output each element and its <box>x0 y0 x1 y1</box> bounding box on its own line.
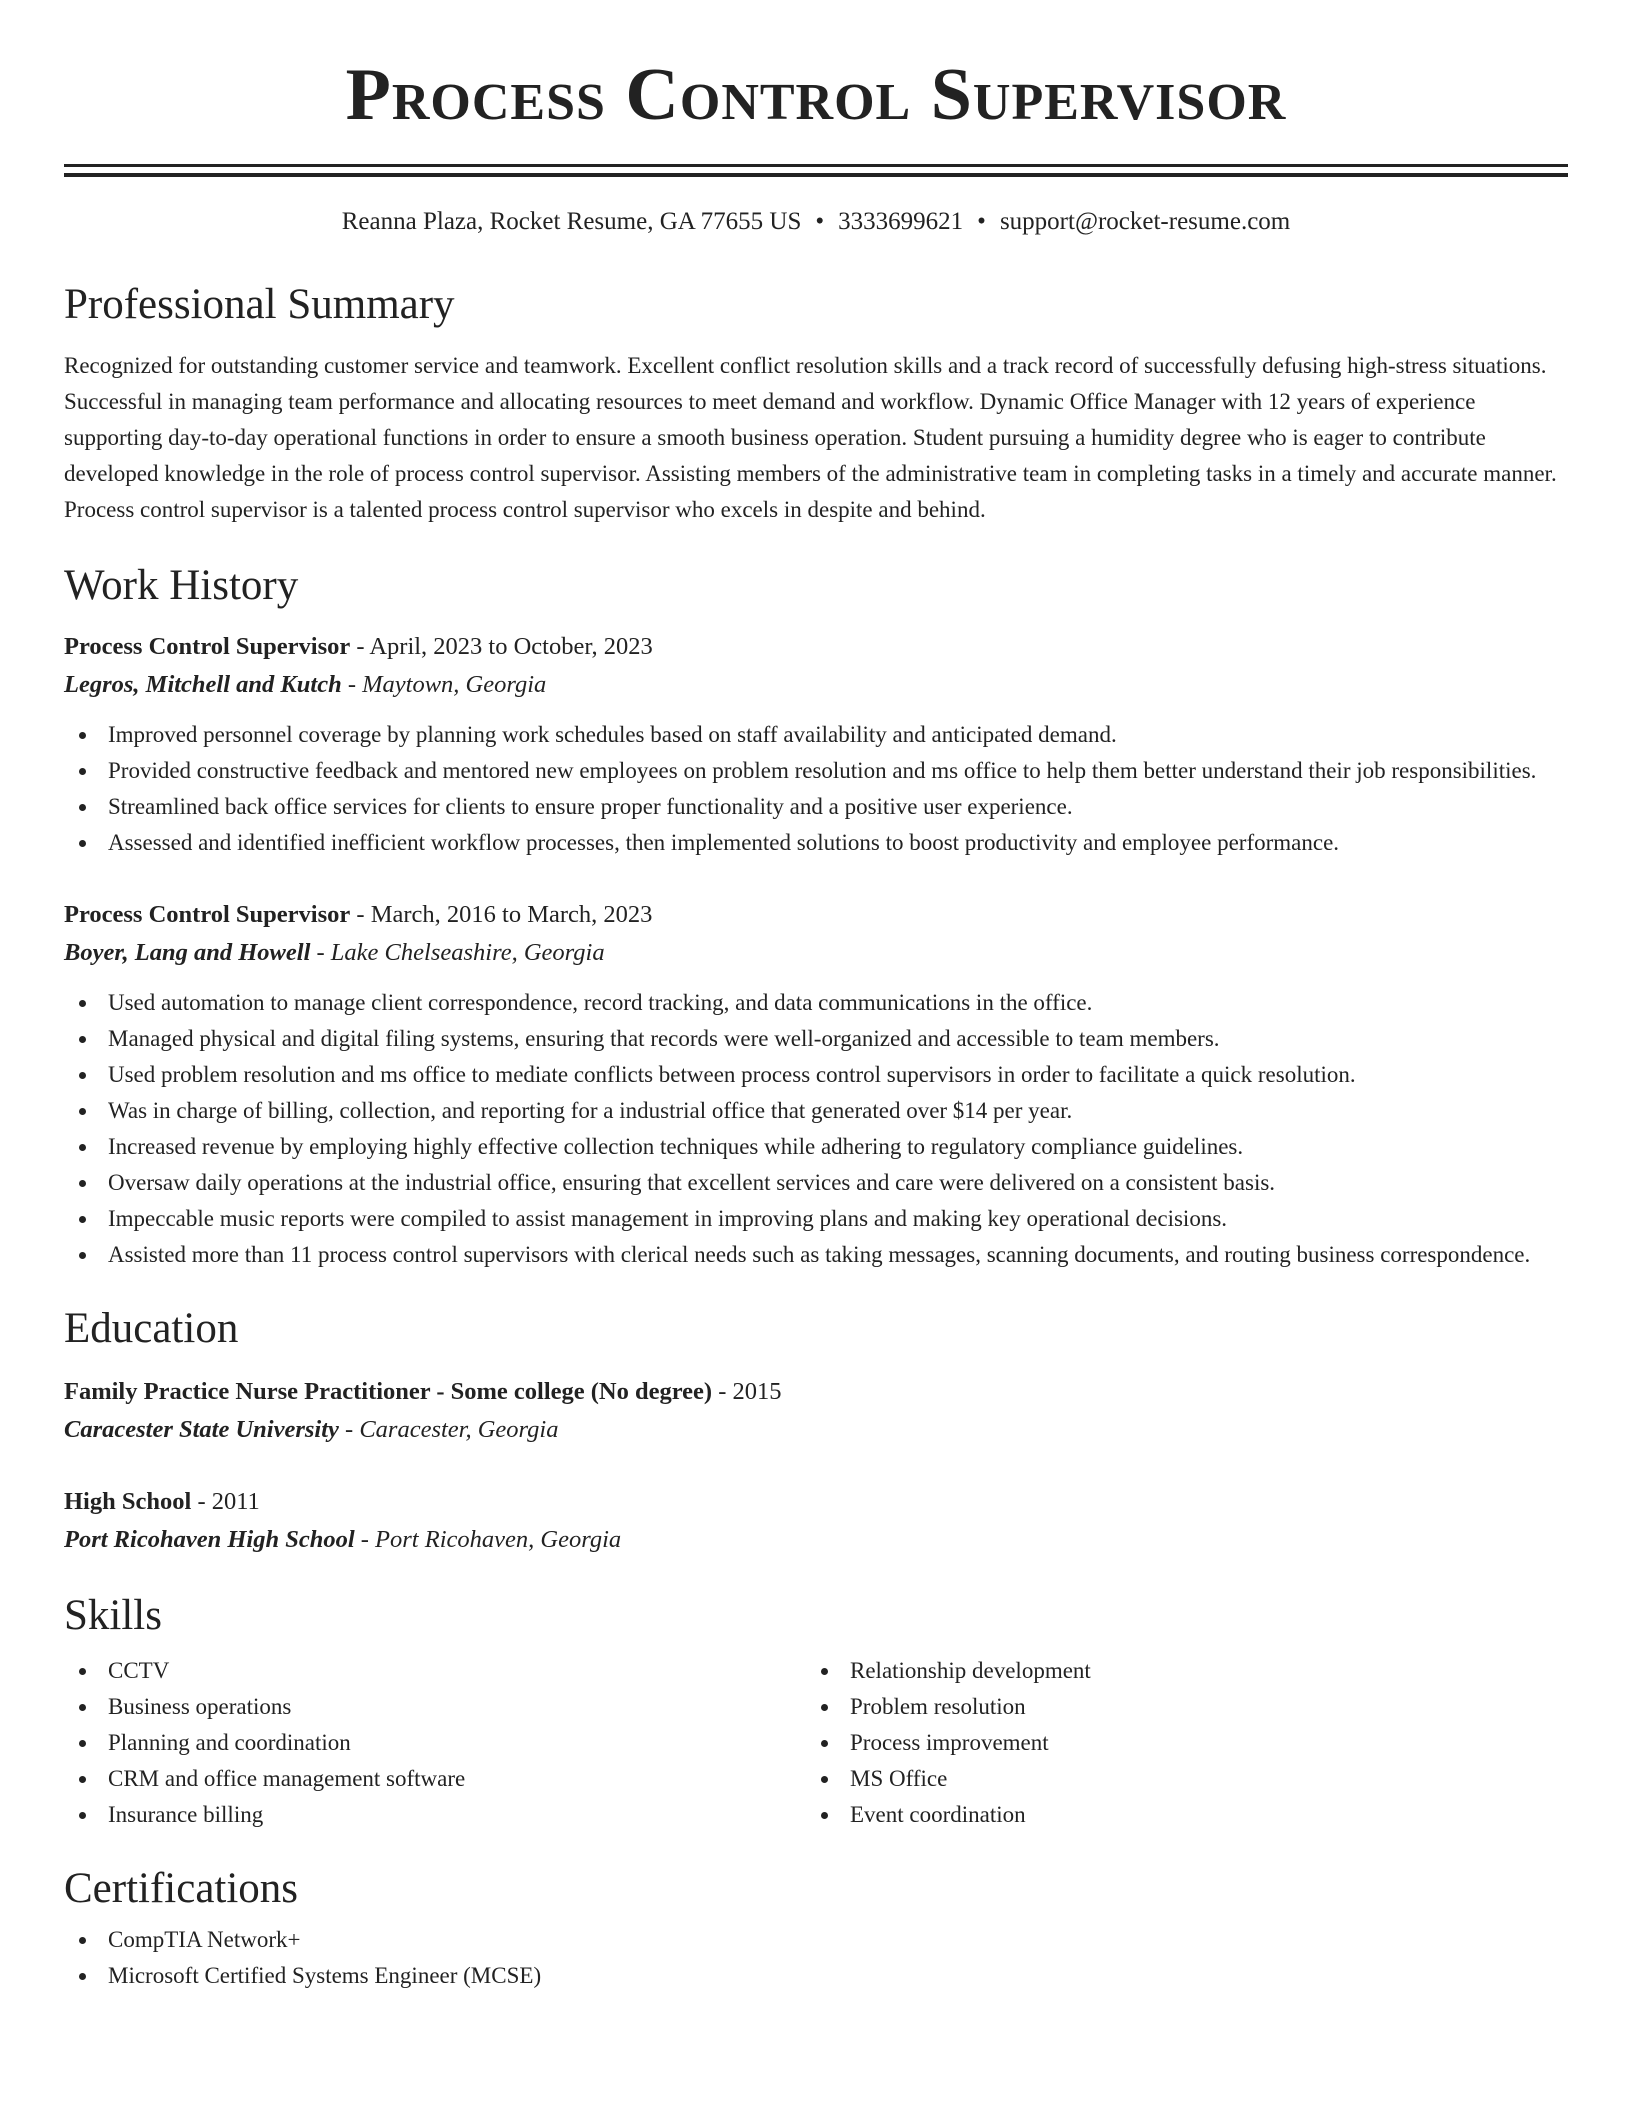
list-item <box>64 1021 1568 1057</box>
bullet-text: Impeccable music reports were compiled to assist management in improving plans and making key operational decisions. <box>108 1206 1228 1231</box>
education-entry <box>64 1484 1568 1560</box>
section-title-summary: Professional Summary <box>64 281 455 328</box>
section-title-work: Work History <box>64 562 299 609</box>
job-bullets <box>64 717 1568 861</box>
education-year: - 2015 <box>712 1378 782 1405</box>
bullet-icon <box>79 1108 86 1115</box>
bullet-text: Streamlined back office services for clients to ensure proper functionality and a positive user experience. <box>108 794 1073 819</box>
education-header <box>64 1374 1568 1410</box>
education-location: - Caracester, Georgia <box>338 1416 559 1443</box>
list-item <box>64 1093 1568 1129</box>
certifications-list <box>64 1922 1568 1994</box>
skills-grid <box>64 1653 1568 1833</box>
bullet-text: Assisted more than 11 process control supervisors with clerical needs such as taking messages, scanning documents, and routing business correspondence. <box>108 1242 1531 1267</box>
job-header <box>64 897 1568 933</box>
bullet-icon <box>79 1072 86 1079</box>
job-company-line <box>64 665 1568 705</box>
list-item <box>64 1725 806 1761</box>
contact-line <box>64 207 1568 237</box>
bullet-text: Managed physical and digital filing systems, ensuring that records were well-organized and accessible to team members. <box>108 1026 1220 1051</box>
education-header <box>64 1484 1568 1520</box>
skill-text: CRM and office management software <box>108 1766 466 1791</box>
certification-text: Microsoft Certified Systems Engineer (MCSE) <box>108 1963 542 1988</box>
bullet-icon <box>79 804 86 811</box>
skill-text: Relationship development <box>850 1658 1091 1683</box>
list-item <box>64 1057 1568 1093</box>
list-item <box>64 1165 1568 1201</box>
section-title-education: Education <box>64 1305 239 1352</box>
list-item <box>806 1761 1548 1797</box>
job-location: - Maytown, Georgia <box>341 671 547 698</box>
bullet-icon <box>79 1216 86 1223</box>
education-entry <box>64 1374 1568 1450</box>
bullet-icon <box>79 1973 86 1980</box>
job-company: Legros, Mitchell and Kutch <box>64 671 342 698</box>
education-year: - 2011 <box>191 1488 260 1515</box>
job-header <box>64 629 1568 665</box>
education-school: Caracester State University <box>64 1416 339 1443</box>
bullet-icon <box>821 1812 828 1819</box>
bullet-icon <box>821 1740 828 1747</box>
job-company-line <box>64 933 1568 973</box>
bullet-text: Oversaw daily operations at the industrial office, ensuring that excellent services and care were delivered on a consistent basis. <box>108 1170 1276 1195</box>
bullet-icon <box>79 768 86 775</box>
skills-column-right <box>806 1653 1548 1833</box>
contact-phone: 3333699621 <box>838 208 964 235</box>
resume-page <box>64 0 1568 1994</box>
bullet-text: Increased revenue by employing highly effective collection techniques while adhering to regulatory compliance guidelines. <box>108 1134 1244 1159</box>
skills-column-left <box>64 1653 806 1833</box>
bullet-icon <box>79 840 86 847</box>
list-item <box>64 1797 806 1833</box>
bullet-icon <box>79 1668 86 1675</box>
contact-separator: • <box>977 208 986 235</box>
bullet-icon <box>79 1812 86 1819</box>
list-item <box>64 1201 1568 1237</box>
skill-text: Planning and coordination <box>108 1730 351 1755</box>
list-item <box>806 1689 1548 1725</box>
list-item <box>64 1922 1568 1958</box>
resume-title: Process Control Supervisor <box>345 54 1287 136</box>
bullet-icon <box>821 1704 828 1711</box>
bullet-icon <box>79 1180 86 1187</box>
skill-text: Event coordination <box>850 1802 1026 1827</box>
bullet-text: Was in charge of billing, collection, and reporting for a industrial office that generated over $14 per year. <box>108 1098 1073 1123</box>
bullet-icon <box>79 1740 86 1747</box>
list-item <box>64 1761 806 1797</box>
job-bullets <box>64 985 1568 1273</box>
bullet-text: Used problem resolution and ms office to mediate conflicts between process control supervisors in order to facilitate a quick resolution. <box>108 1062 1356 1087</box>
skill-text: Problem resolution <box>850 1694 1026 1719</box>
education-degree: Family Practice Nurse Practitioner - Some college (No degree) <box>64 1378 713 1405</box>
list-item <box>64 789 1568 825</box>
list-item <box>806 1653 1548 1689</box>
title-divider <box>64 164 1568 177</box>
section-title-skills: Skills <box>64 1592 162 1639</box>
bullet-icon <box>79 1252 86 1259</box>
summary-text: Recognized for outstanding customer service and teamwork. Excellent conflict resolution skills and a track record of successfully defusing high-stress situations. Successful in managing team performance and allocating resources to meet demand and workflow. Dynamic Office Manager with 12 years of experience supporting day-to-day operational functions in order to ensure a smooth business operation. Student pursuing a humidity degree who is eager to contribute developed knowledge in the role of process control supervisor. Assisting members of the administrative team in completing tasks in a timely and accurate manner. Process control supervisor is a talented process control supervisor who excels in despite and behind. <box>64 353 1557 522</box>
job-entry <box>64 629 1568 861</box>
skill-text: Business operations <box>108 1694 292 1719</box>
section-title-certifications: Certifications <box>64 1865 299 1912</box>
job-dates: - April, 2023 to October, 2023 <box>350 633 653 660</box>
education-location: - Port Ricohaven, Georgia <box>354 1526 622 1553</box>
skill-text: MS Office <box>850 1766 948 1791</box>
list-item <box>64 1958 1568 1994</box>
skill-text: Process improvement <box>850 1730 1049 1755</box>
bullet-text: Assessed and identified inefficient workflow processes, then implemented solutions to boost productivity and employee performance. <box>108 830 1340 855</box>
job-entry <box>64 897 1568 1273</box>
list-item <box>64 717 1568 753</box>
education-school-line <box>64 1410 1568 1450</box>
bullet-text: Provided constructive feedback and mentored new employees on problem resolution and ms office to help them better understand their job responsibilities. <box>108 758 1537 783</box>
bullet-icon <box>79 1937 86 1944</box>
bullet-text: Used automation to manage client correspondence, record tracking, and data communications in the office. <box>108 990 1093 1015</box>
bullet-icon <box>79 1776 86 1783</box>
bullet-icon <box>821 1776 828 1783</box>
skill-text: Insurance billing <box>108 1802 264 1827</box>
list-item <box>64 753 1568 789</box>
education-degree: High School <box>64 1488 192 1515</box>
list-item <box>806 1797 1548 1833</box>
list-item <box>64 1653 806 1689</box>
bullet-icon <box>821 1668 828 1675</box>
contact-separator: • <box>815 208 825 235</box>
skill-text: CCTV <box>108 1658 170 1683</box>
job-role: Process Control Supervisor <box>64 901 351 928</box>
job-role: Process Control Supervisor <box>64 633 351 660</box>
list-item <box>64 825 1568 861</box>
list-item <box>64 1129 1568 1165</box>
job-company: Boyer, Lang and Howell <box>64 939 311 966</box>
list-item <box>64 1689 806 1725</box>
job-location: - Lake Chelseashire, Georgia <box>310 939 605 966</box>
certification-text: CompTIA Network+ <box>108 1927 301 1952</box>
bullet-icon <box>79 1704 86 1711</box>
contact-address: Reanna Plaza, Rocket Resume, GA 77655 US <box>341 208 802 235</box>
education-school: Port Ricohaven High School <box>64 1526 355 1553</box>
list-item <box>64 1237 1568 1273</box>
list-item <box>806 1725 1548 1761</box>
bullet-icon <box>79 732 86 739</box>
bullet-icon <box>79 1144 86 1151</box>
contact-email: support@rocket-resume.com <box>999 208 1291 235</box>
job-dates: - March, 2016 to March, 2023 <box>350 901 653 928</box>
bullet-icon <box>79 1000 86 1007</box>
list-item <box>64 985 1568 1021</box>
bullet-icon <box>79 1036 86 1043</box>
education-school-line <box>64 1520 1568 1560</box>
bullet-text: Improved personnel coverage by planning work schedules based on staff availability and anticipated demand. <box>108 722 1117 747</box>
